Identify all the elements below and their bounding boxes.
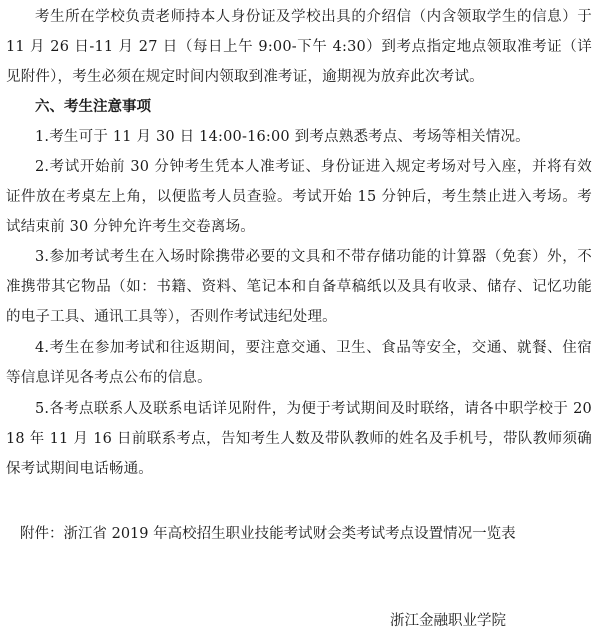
notice-item-5: 5.各考点联系人及联系电话详见附件，为便于考试期间及时联络，请各中职学校于 2018 年 11 月 16 日前联系考点，告知考生人数及带队教师的姓名及手机号，带队教师须确保考试期间电话畅通。 xyxy=(6,401,592,477)
notice-item-2: 2.考试开始前 30 分钟考生凭本人准考证、身份证进入规定考场对号入座，并将有效证件放在考桌左上角，以便监考人员查验。考试开始 15 分钟后，考生禁止进入考场。考试结束前 30 分钟允许考生交卷离场。 xyxy=(6,159,592,235)
attachment-note: 附件：浙江省 2019 年高校招生职业技能考试财会类考试考点设置情况一览表 xyxy=(20,526,516,542)
issuer-signature: 浙江金融职业学院 xyxy=(390,613,506,629)
notice-item-3: 3.参加考试考生在入场时除携带必要的文具和不带存储功能的计算器（免套）外，不准携带其它物品（如：书籍、资料、笔记本和自备草稿纸以及具有收录、储存、记忆功能的电子工具、通讯工具等），否则作考试违纪处理。 xyxy=(6,249,592,325)
intro-paragraph: 考生所在学校负责老师持本人身份证及学校出具的介绍信（内含领取学生的信息）于 11 月 26 日-11 月 27 日（每日上午 9:00-下午 4:30）到考点指定地点领取准考证（详见附件），考生必须在规定时间内领取到准考证，逾期视为放弃此次考试。 xyxy=(6,9,592,85)
notice-item-4: 4.考生在参加考试和往返期间，要注意交通、卫生、食品等安全，交通、就餐、住宿等信息详见各考点公布的信息。 xyxy=(6,340,592,386)
notice-item-1: 1.考生可于 11 月 30 日 14:00-16:00 到考点熟悉考点、考场等相关情况。 xyxy=(35,129,530,145)
section-heading-notes: 六、考生注意事项 xyxy=(35,98,151,115)
